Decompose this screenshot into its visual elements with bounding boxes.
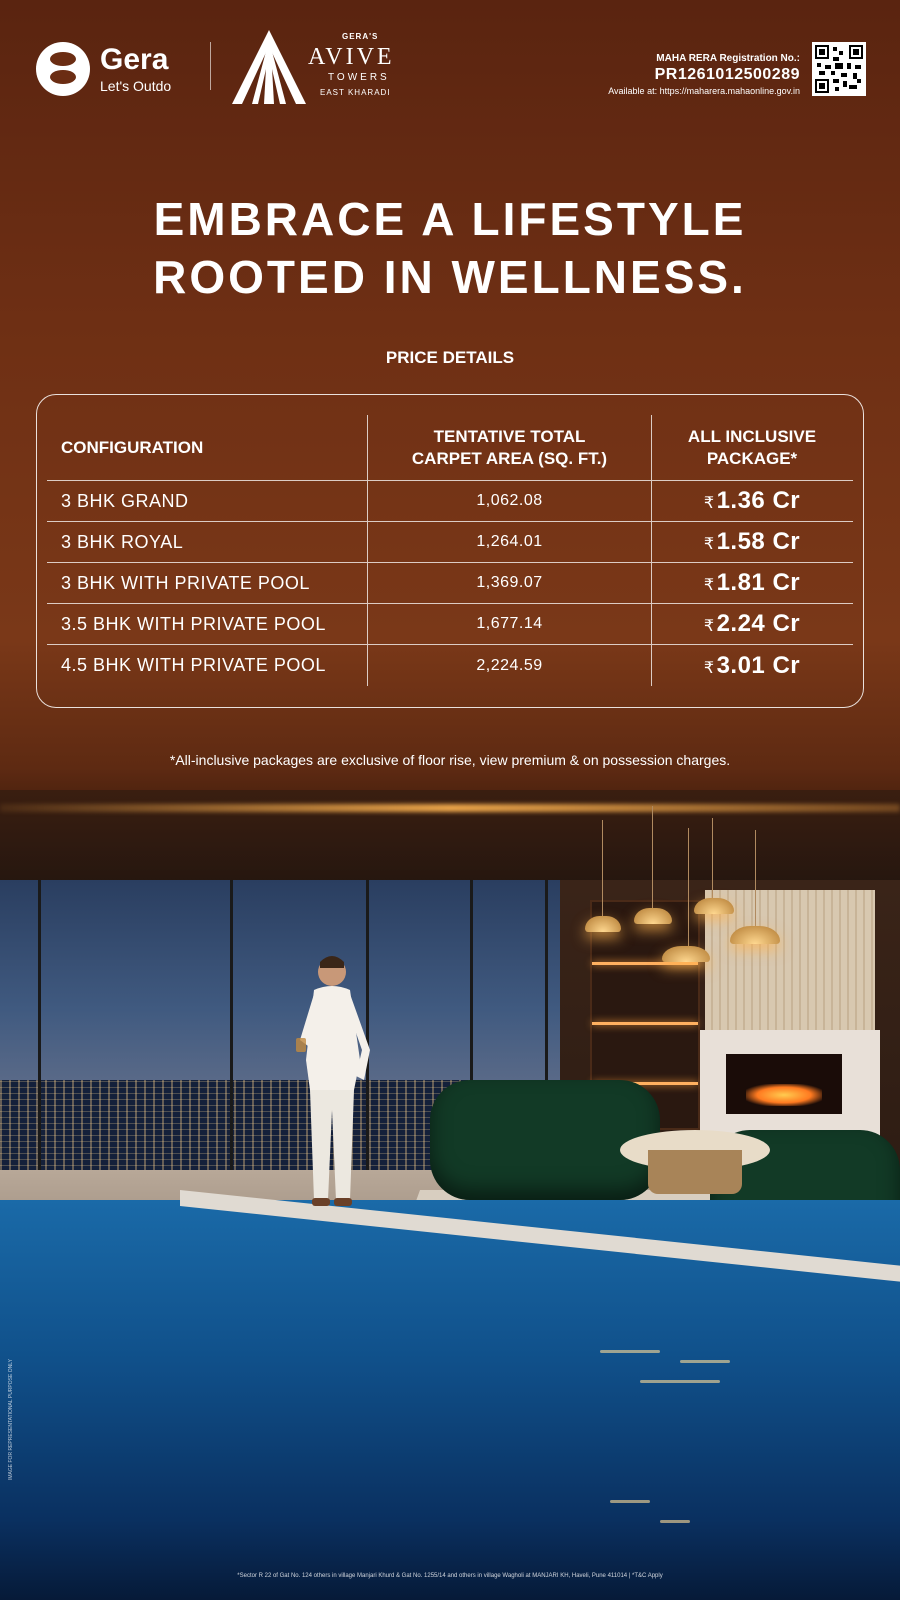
table-row [47,645,853,686]
row-price-value: 1.58 Cr [716,528,801,555]
rera-number: PR1261012500289 [654,66,800,83]
header-area [367,415,652,480]
rupee-icon: ₹ [703,495,715,512]
row-price [652,652,852,680]
row-area: 2,224.59 [367,645,652,686]
logo-divider [210,42,211,90]
row-price-value: 2.24 Cr [716,610,801,637]
gera-logo-icon [36,42,90,96]
row-configuration: 3.5 BHK WITH PRIVATE POOL [61,613,326,634]
row-area: 1,677.14 [367,604,652,644]
qr-code-icon [815,45,863,93]
table-row [47,481,853,522]
headline [0,190,900,306]
header-configuration: CONFIGURATION [61,437,204,457]
row-area: 1,369.07 [367,563,652,603]
price-table [36,394,864,708]
qr-code[interactable] [812,42,866,96]
representational-note: IMAGE FOR REPRESENTATIONAL PURPOSE ONLY [8,1359,14,1480]
rera-info [608,52,800,97]
row-price-value: 1.36 Cr [716,487,801,514]
header-package-line-1: ALL INCLUSIVE [687,426,817,446]
fireplace [700,1030,880,1140]
row-area: 1,062.08 [367,481,652,521]
header-area-line-1: TENTATIVE TOTAL [433,426,586,446]
rera-url: Available at: https://maharera.mahaonline.gov.in [608,85,800,96]
row-configuration: 3 BHK ROYAL [61,531,184,552]
tower-logo-icon [224,26,314,110]
row-price [652,528,852,556]
headline-line-2: ROOTED IN WELLNESS. [153,251,747,303]
row-price-value: 1.81 Cr [716,569,801,596]
rupee-icon: ₹ [703,577,715,594]
footer-note: *Sector R 22 of Gat No. 124 others in village Manjari Khurd & Gat No. 1255/14 and others in village Wagholi at MANJARI KH, Haveli, Pune 411014 | *T&C Apply [237,1573,663,1579]
price-details-title: PRICE DETAILS [385,348,515,367]
brand-name: Gera [100,43,169,76]
row-configuration: 3 BHK WITH PRIVATE POOL [61,572,310,593]
avive-logo [224,26,414,110]
headline-line-1: EMBRACE A LIFESTYLE [153,193,747,245]
row-price [652,610,852,638]
rupee-icon: ₹ [703,536,715,553]
header-area-line-2: CARPET AREA (SQ. FT.) [411,448,608,468]
row-price [652,487,852,515]
table-row [47,522,853,563]
row-price-value: 3.01 Cr [716,651,801,679]
project-prefix: GERA'S [342,32,379,41]
rupee-icon: ₹ [703,618,715,635]
man-figure [290,950,380,1210]
row-configuration: 4.5 BHK WITH PRIVATE POOL [61,655,326,675]
rera-label: MAHA RERA Registration No.: [656,53,800,64]
row-price [652,569,852,597]
row-area: 1,264.01 [367,522,652,562]
row-configuration: 3 BHK GRAND [61,490,189,511]
gera-logo [36,42,171,96]
brand-tagline: Let's Outdo [100,78,172,94]
header [0,0,900,120]
header-package-line-2: PACKAGE* [706,448,798,468]
table-header-row [47,415,853,481]
table-row [47,604,853,645]
project-location: EAST KHARADI [320,88,391,97]
green-sofa [430,1080,660,1200]
interior-photo [0,790,900,1600]
table-row [47,563,853,604]
disclaimer: *All-inclusive packages are exclusive of floor rise, view premium & on possession charges. [169,752,731,768]
project-name: AVIVE [308,44,395,70]
project-sub: TOWERS [328,72,390,83]
rupee-icon: ₹ [703,659,715,677]
header-package [652,426,852,470]
